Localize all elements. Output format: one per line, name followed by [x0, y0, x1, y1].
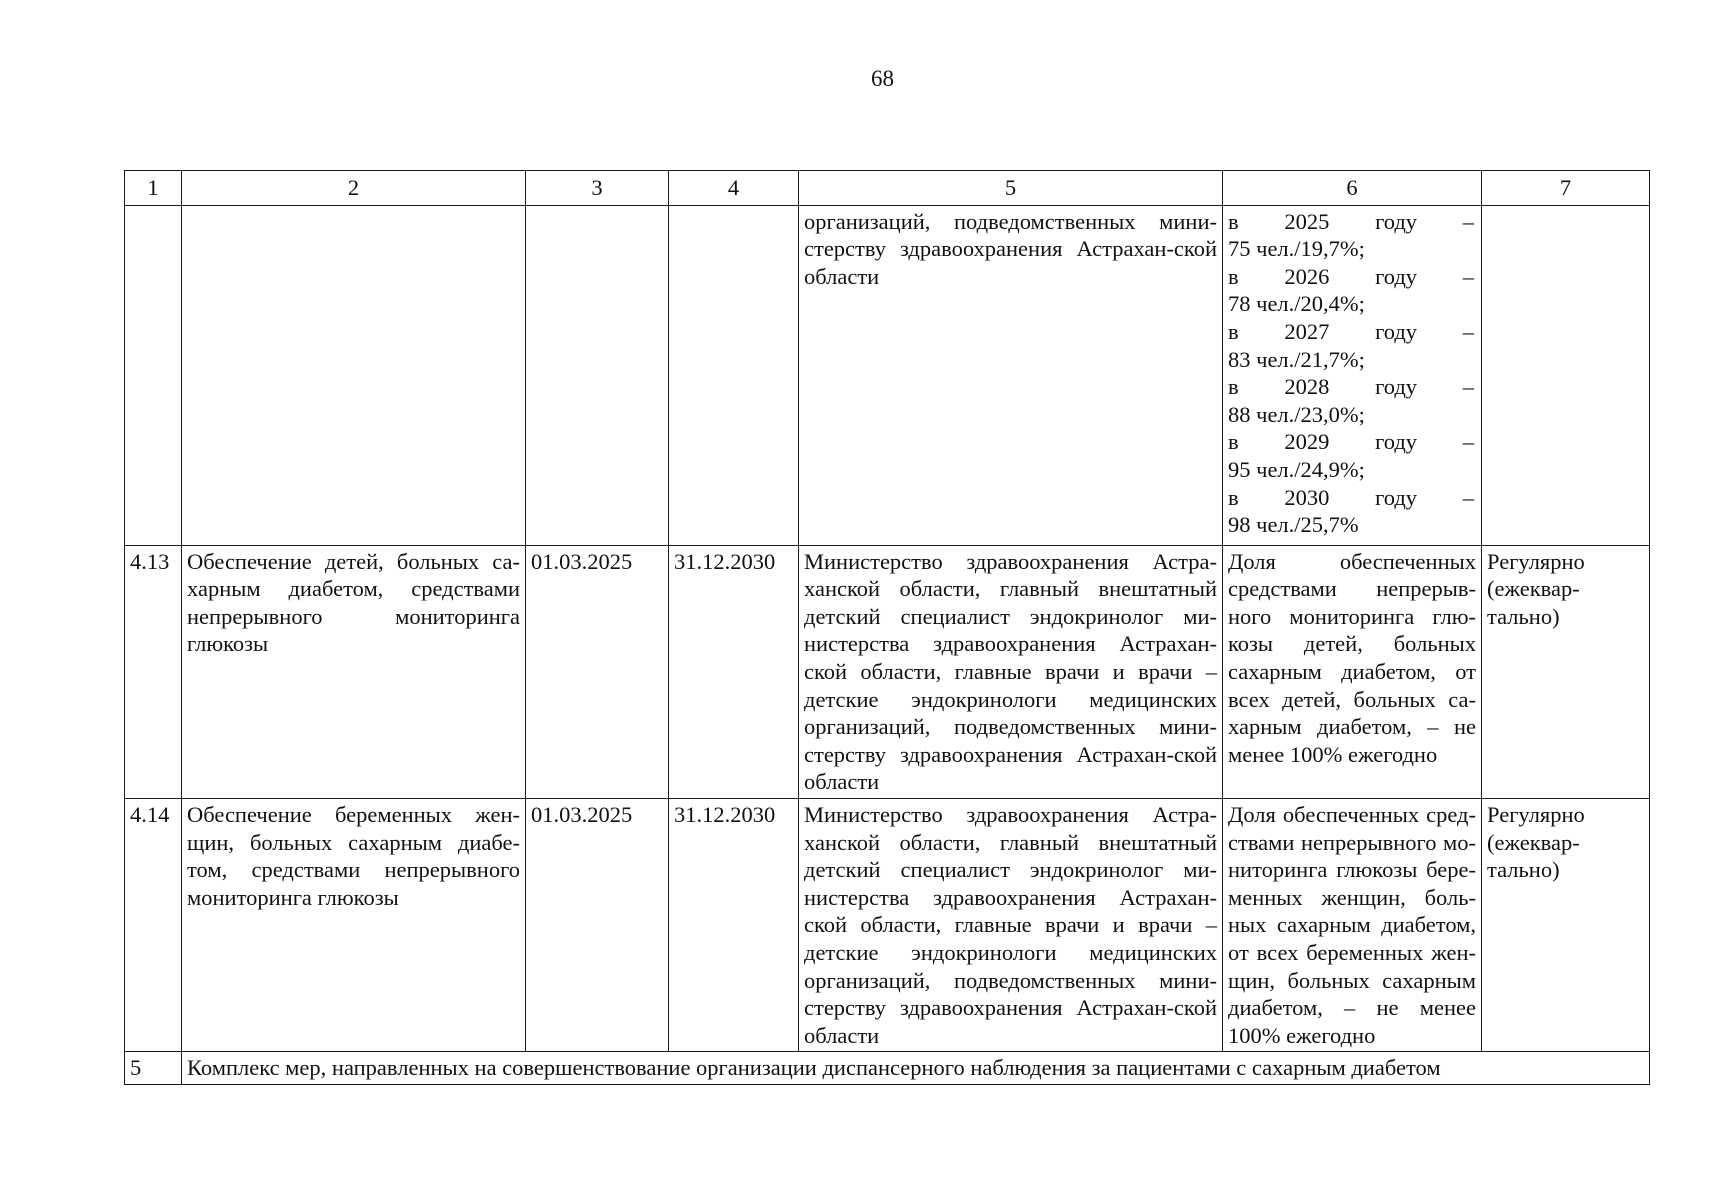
year-word: году — [1375, 484, 1418, 510]
year-prefix: в — [1228, 374, 1239, 400]
row-end-date-cell: 31.12.2030 — [669, 798, 799, 1051]
row-periodicity-cell: Регулярно (ежеквар-тально) — [1482, 798, 1650, 1051]
header-col-6: 6 — [1223, 171, 1482, 206]
year-word: году — [1375, 318, 1418, 344]
row-indicator-cell: Доля обеспеченных сред-ствами непрерывного мо-ниторинга глюкозы бере-менных женщин, боль-ных сахарным диабетом, от всех беременных жен-щин, больных сахарным диабетом, – не менее 100% ежегодно — [1223, 798, 1482, 1051]
section-num-cell: 5 — [125, 1052, 182, 1085]
year-line-2028 — [1228, 373, 1476, 401]
row-activity-cell: Обеспечение детей, больных са-харным диабетом, средствами непрерывного мониторинга глюкозы — [182, 545, 526, 798]
header-col-7: 7 — [1482, 171, 1650, 206]
year-value: 2028 — [1284, 374, 1330, 400]
row-start-date-cell: 01.03.2025 — [526, 545, 669, 798]
row-start-date-cell: 01.03.2025 — [526, 798, 669, 1051]
measures-table — [124, 170, 1650, 1085]
year-value: 2027 — [1284, 318, 1330, 344]
year-dash: – — [1462, 208, 1474, 234]
table-row — [125, 545, 1650, 798]
section-title-cell: Комплекс мер, направленных на совершенствование организации диспансерного наблюдения за пациентами с сахарным диабетом — [182, 1052, 1650, 1085]
year-result-2030: 98 чел./25,7% — [1228, 512, 1359, 538]
year-result-2026: 78 чел./20,4%; — [1228, 291, 1365, 317]
year-value: 2026 — [1284, 263, 1330, 289]
year-result-2027: 83 чел./21,7%; — [1228, 346, 1365, 372]
year-value: 2030 — [1284, 484, 1330, 510]
header-col-4: 4 — [669, 171, 799, 206]
row-num-cell: 4.13 — [125, 545, 182, 798]
header-col-1: 1 — [125, 171, 182, 206]
year-dash: – — [1462, 318, 1474, 344]
continued-responsible-cell: организаций, подведомственных мини-стерству здравоохранения Астрахан-ской области — [799, 205, 1223, 545]
year-result-2028: 88 чел./23,0%; — [1228, 401, 1365, 427]
row-periodicity-cell: Регулярно (ежеквар-тально) — [1482, 545, 1650, 798]
year-dash: – — [1462, 263, 1474, 289]
year-word: году — [1375, 263, 1418, 289]
section-row — [125, 1052, 1650, 1085]
year-dash: – — [1462, 484, 1474, 510]
year-line-2030 — [1228, 484, 1476, 512]
year-prefix: в — [1228, 263, 1239, 289]
year-dash: – — [1462, 429, 1474, 455]
year-line-2029 — [1228, 428, 1476, 456]
continued-periodicity-cell — [1482, 205, 1650, 545]
header-row — [125, 171, 1650, 206]
year-word: году — [1375, 208, 1418, 234]
row-num-cell: 4.14 — [125, 798, 182, 1051]
row-responsible-cell: Министерство здравоохранения Астра-ханской области, главный внештатный детский специалист эндокринолог ми-нистерства здравоохранения Астрахан-ской области, главные врачи и врачи – детские эндокринологи медицинских организаций, подведомственных мини-стерству здравоохранения Астрахан-ской области — [799, 545, 1223, 798]
row-responsible-cell: Министерство здравоохранения Астра-ханской области, главный внештатный детский специалист эндокринолог ми-нистерства здравоохранения Астрахан-ской области, главные врачи и врачи – детские эндокринологи медицинских организаций, подведомственных мини-стерству здравоохранения Астрахан-ской области — [799, 798, 1223, 1051]
year-line-2026 — [1228, 263, 1476, 291]
year-line-2025 — [1228, 208, 1476, 236]
header-col-3: 3 — [526, 171, 669, 206]
row-activity-cell: Обеспечение беременных жен-щин, больных сахарным диабе-том, средствами непрерывного мониторинга глюкозы — [182, 798, 526, 1051]
row-end-date-cell: 31.12.2030 — [669, 545, 799, 798]
header-col-5: 5 — [799, 171, 1223, 206]
year-prefix: в — [1228, 484, 1239, 510]
year-prefix: в — [1228, 429, 1239, 455]
year-value: 2025 — [1284, 208, 1330, 234]
year-word: году — [1375, 429, 1418, 455]
year-prefix: в — [1228, 318, 1239, 344]
continued-start-cell — [526, 205, 669, 545]
page-number: 68 — [871, 66, 894, 91]
year-result-2025: 75 чел./19,7%; — [1228, 236, 1365, 262]
year-line-2027 — [1228, 318, 1476, 346]
year-word: году — [1375, 374, 1418, 400]
continued-end-cell — [669, 205, 799, 545]
continued-indicator-cell — [1223, 205, 1482, 545]
header-col-2: 2 — [182, 171, 526, 206]
table-row — [125, 798, 1650, 1051]
year-value: 2029 — [1284, 429, 1330, 455]
year-prefix: в — [1228, 208, 1239, 234]
year-dash: – — [1462, 374, 1474, 400]
continued-activity-cell — [182, 205, 526, 545]
year-result-2029: 95 чел./24,9%; — [1228, 456, 1365, 482]
row-indicator-cell: Доля обеспеченных средствами непрерыв-ного мониторинга глю-козы детей, больных сахарным диабетом, от всех детей, больных са-харным диабетом, – не менее 100% ежегодно — [1223, 545, 1482, 798]
continued-num-cell — [125, 205, 182, 545]
table-row-continued — [125, 205, 1650, 545]
